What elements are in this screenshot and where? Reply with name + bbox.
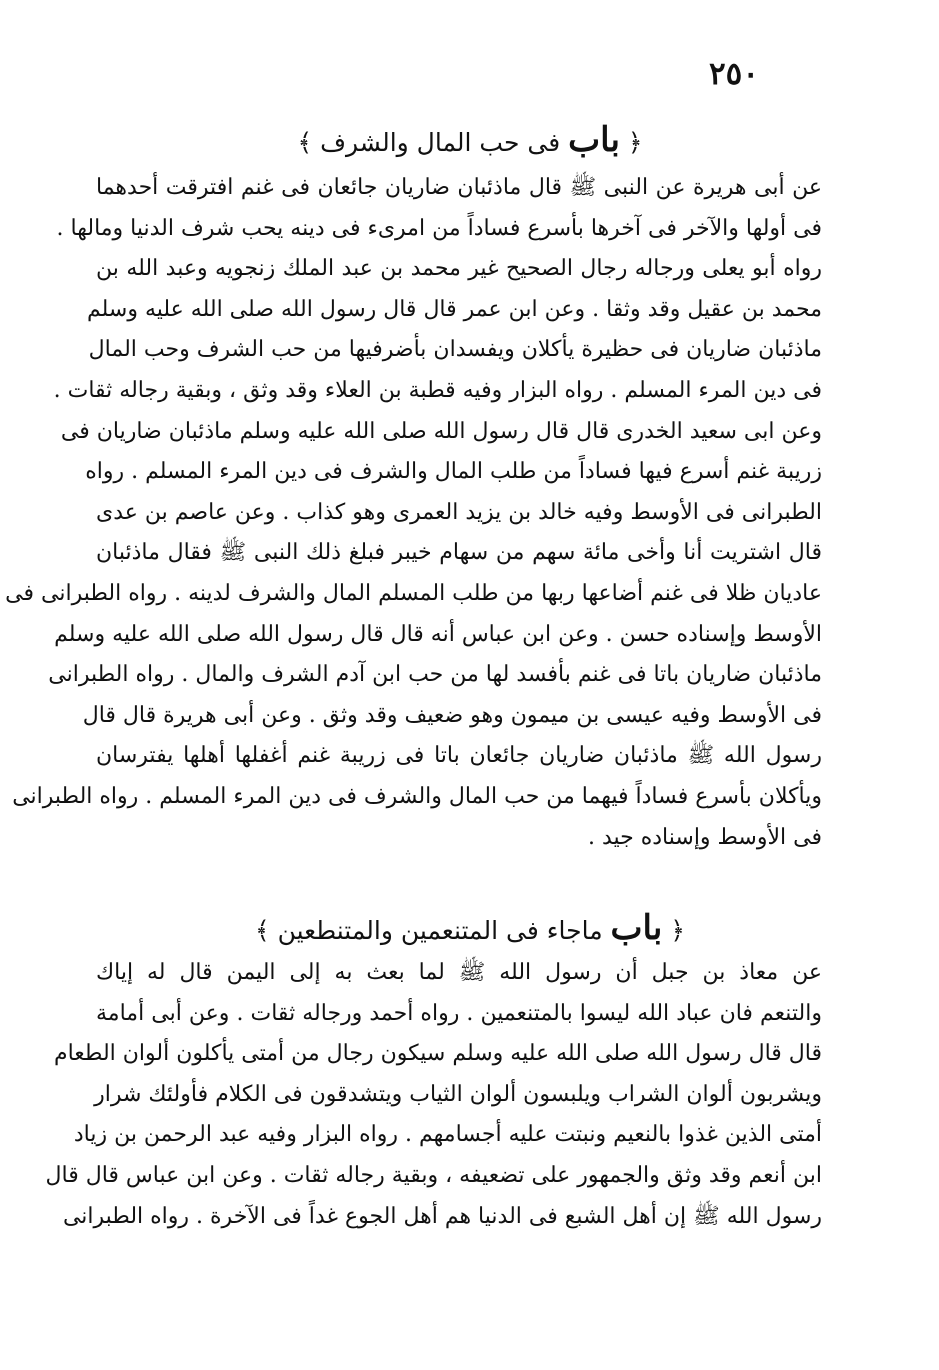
text-line: قال اشتريت أنا وأخى مائة سهم من سهام خيبر فبلغ ذلك النبى ﷺ فقال ماذئبان [96, 540, 822, 566]
text-line: أمتى الذين غذوا بالنعيم ونبتت عليه أجسامهم . رواه البزار وفيه عبد الرحمن بن زياد [73, 1122, 822, 1148]
text-line: ماذئبان ضاريان باتا فى غنم بأفسد لها من حب ابن آدم الشرف والمال . رواه الطبرانى [48, 662, 822, 688]
text-line: ويأكلان بأسرع فساداً فيهما من حب المال والشرف فى دين المرء المسلم . رواه الطبرانى [12, 783, 822, 809]
text-line: وعن ابى سعيد الخدرى قال قال رسول الله صلى الله عليه وسلم ماذئبان ضاريان فى [60, 418, 822, 444]
heading-title-text: فى حب المال والشرف [320, 128, 561, 157]
text-line: فى دين المرء المسلم . رواه البزار وفيه قطبة بن العلاء وقد وثق ، وبقية رجاله ثقات . [53, 377, 822, 403]
heading-bracket-close: ﴾ [255, 916, 278, 945]
page-number: ٢٥٠ [709, 56, 759, 92]
section-body-extravagance [45, 953, 822, 1237]
text-line: رواه أبو يعلى ورجاله رجال الصحيح غير محمد بن عبد الملك زنجويه وعبد الله بن [96, 256, 822, 282]
heading-bab-word: باب [610, 908, 663, 948]
section-heading-extravagance [120, 908, 820, 951]
text-line: الطبرانى فى الأوسط وفيه خالد بن يزيد العمرى وهو كذاب . وعن عاصم بن عدى [96, 499, 822, 525]
section-body-love-of-wealth [5, 168, 822, 858]
heading-bracket-close: ﴾ [297, 128, 321, 157]
text-line: ويشربون ألوان الشراب ويلبسون ألوان الثياب ويتشدقون فى الكلام فأولئك شرار [94, 1081, 822, 1107]
text-line: فى أولها والآخر فى آخرها بأسرع فساداً من امرىء فى دينه يحب شرف الدنيا ومالها . [56, 215, 822, 241]
text-line: رسول الله ﷺ إن أهل الشبع فى الدنيا هم أهل الجوع غداً فى الآخرة . رواه الطبرانى [62, 1203, 822, 1229]
text-line: عن أبى هريرة عن النبى ﷺ قال ماذئبان ضاريان جائعان فى غنم افترقت أحدهما [96, 175, 822, 200]
text-line: فى الأوسط وفيه عيسى بن ميمون وهو ضعيف وقد وثق . وعن أبى هريرة قال قال [82, 702, 822, 728]
text-line: الأوسط وإسناده حسن . وعن ابن عباس أنه قال قال رسول الله صلى الله عليه وسلم [54, 621, 822, 647]
text-line: ماذئبان ضاريان فى حظيرة يأكلان ويفسدان بأضرفيها من حب الشرف وحب المال [88, 337, 822, 363]
heading-title-text: ماجاء فى المتنعمين والمتنطعين [277, 916, 603, 945]
heading-bracket-open: ﴿ [619, 128, 643, 157]
heading-bab-word: باب [568, 120, 620, 160]
text-line: زريبة غنم أسرع فيها فساداً من طلب المال والشرف فى دين المرء المسلم . رواه [85, 459, 822, 485]
text-line: ابن أنعم وقد وثق والجمهور على تضعيفه ، وبقية رجاله ثقات . وعن ابن عباس قال قال [45, 1162, 822, 1188]
text-line: عن معاذ بن جبل أن رسول الله ﷺ لما بعث به إلى اليمن قال له إياك [96, 960, 822, 985]
text-line: محمد بن عقيل وقد وثقا . وعن ابن عمر قال قال رسول الله صلى الله عليه وسلم [86, 296, 822, 322]
text-line: والتنعم فان عباد الله ليسوا بالمتنعمين . رواه أحمد ورجاله ثقات . وعن أبى أمامة [96, 1000, 822, 1026]
text-line: عاديان ظلا فى غنم أضاعها ربها من طلب المسلم المال والشرف لدينه . رواه الطبرانى فى [5, 580, 822, 606]
section-heading-love-of-wealth [120, 120, 820, 163]
text-line: فى الأوسط وإسناده جيد . [587, 824, 822, 850]
heading-bracket-open: ﴿ [662, 916, 685, 945]
text-line: رسول الله ﷺ ماذئبان ضاريان جائعان باتا فى زريبة غنم أغفلها أهلها يفترسان [96, 743, 822, 769]
text-line: قال قال رسول الله صلى الله عليه وسلم سيكون رجال من أمتى يأكلون ألوان الطعام [53, 1041, 822, 1067]
